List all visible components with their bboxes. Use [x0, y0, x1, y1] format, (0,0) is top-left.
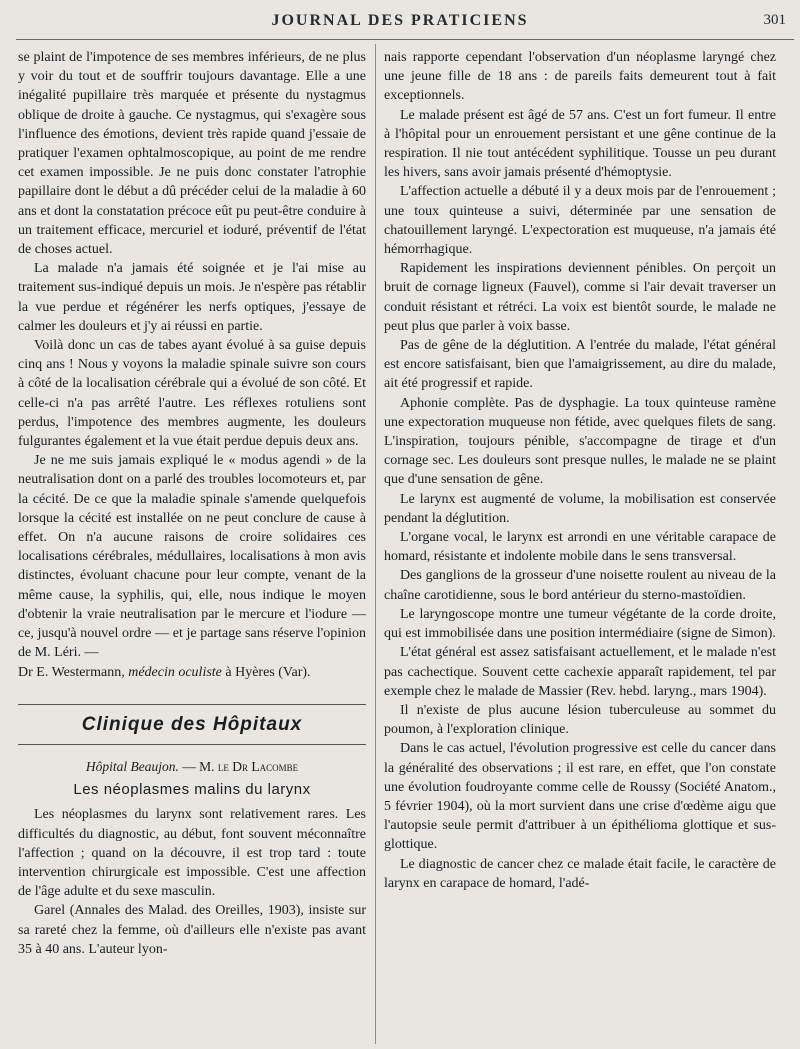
- paragraph: Le larynx est augmenté de volume, la mobilisation est conservée pendant la déglutition.: [384, 491, 776, 526]
- paragraph: Voilà donc un cas de tabes ayant évolué à sa guise depuis cinq ans ! Nous y voyons la maladie spinale suivre son cours à côté de la localisation cérébrale qui a évolué de son côté. Et celle-ci n'a pas arrêté l'autre. Les réflexes rotuliens sont perdus, l'impotence des membres augmente, les douleurs fulgurantes également et la vue était perdue depuis deux ans.: [18, 338, 366, 450]
- paragraph: Les néoplasmes du larynx sont relativement rares. Les difficultés du diagnostic, au début, font souvent méconnaître l'affection ; quand on la découvre, il est trop tard : toute intervention chirurgicale est impossible. C'est une affection de l'âge adulte et du sexe masculin.: [18, 807, 366, 900]
- paragraph: Garel (Annales des Malad. des Oreilles, 1903), insiste sur sa rareté chez la femme, où d'ailleurs elle n'existe pas avant 35 à 40 ans. L'auteur lyon-: [18, 903, 366, 957]
- paragraph: Le malade présent est âgé de 57 ans. C'est un fort fumeur. Il entre à l'hôpital pour un enrouement persistant et une gêne continue de la respiration. Il nie tout antécédent syphilitique. Tousse un peu durant les hivers, sans avoir jamais présenté d'hémoptysie.: [384, 107, 776, 181]
- page-number: 301: [763, 12, 786, 28]
- page-header: [0, 0, 800, 44]
- article-title: Les néoplasmes malins du larynx: [73, 781, 311, 799]
- paragraph: Dans le cas actuel, l'évolution progressive est celle du cancer dans la généralité des observations ; il est rare, en effet, que l'on constate une évolution foudroyante comme celle de Roussy (Société Anatom., 5 février 1904), où la mort survient dans une crise d'œdème aigu que l'autopsie seule permit d'attribuer à un épithélioma glottique et sus-glottique.: [384, 741, 776, 853]
- paragraph: La malade n'a jamais été soignée et je l'ai mise au traitement sus-indiqué depuis un mois. Je n'espère pas rétablir la vue perdue et régénérer les nerfs optiques, j'essaye de calmer les douleurs et j'y ai réussi en partie.: [18, 261, 366, 334]
- column-divider: [375, 44, 376, 1044]
- paragraph: nais rapporte cependant l'observation d'un néoplasme laryngé chez une jeune fille de 18 ans : de pareils faits demeurent tout à fait exceptionnels.: [384, 50, 776, 104]
- left-column: [18, 48, 366, 1048]
- right-column: [384, 48, 776, 1048]
- paragraph: Il n'existe de plus aucune lésion tuberculeuse au sommet du poumon, à l'exploration clinique.: [384, 702, 776, 738]
- paragraph: L'état général est assez satisfaisant actuellement, et le malade n'est pas cachectique. Souvent cette cachexie apparaît rapidement, tel par exemple chez le malade de Massier (Rev. hebd. laryng., mars 1904).: [384, 645, 776, 699]
- hospital-doctor: — M. le Dr Lacombe: [182, 758, 299, 774]
- hospital-line: [18, 757, 366, 776]
- paragraph: Aphonie complète. Pas de dysphagie. La toux quinteuse ramène une expectoration muqueuse non fétide, avec quelques filets de sang. L'inspiration, toujours pénible, s'accompagne de tirage et d'un cornage sec. Les douleurs sont presque nulles, le malade ne se plaint que d'une sensation de gêne.: [384, 395, 776, 488]
- paragraph: Le laryngoscope montre une tumeur végétante de la corde droite, qui est immobilisée dans une position intermédiaire (signe de Simon).: [384, 606, 776, 642]
- paragraph: Rapidement les inspirations deviennent pénibles. On perçoit un bruit de cornage ligneux (Fauvel), comme si l'air devait traverser un conduit résistant et rétréci. La voix est bientôt sourde, le malade ne peut plus que parler à voix basse.: [384, 261, 776, 334]
- paragraph: Je ne me suis jamais expliqué le « modus agendi » de la neutralisation dont on a parlé des troubles locomoteurs et, par la cécité. De ce que la maladie spinale s'amende quelquefois lorsque la cécité est installée on ne peut conclure de cause à effet. On n'a aucune raisons de croire solidaires ces localisations cérébrales, médullaires, localisations à mon avis distinctes, évoluant chacune pour leur compte, venant de la même cause, la syphilis, qui, elle, nous indique le moyen d'obtenir la vraie neutralisation par le mercure et l'iodure — ce, jusqu'à nouvel ordre — et je partage sans réserve l'opinion de M. Léri. —: [18, 453, 366, 661]
- signature-place: à Hyères (Var).: [225, 664, 311, 680]
- paragraph: Pas de gêne de la déglutition. A l'entrée du malade, l'état général est encore satisfaisant, bien que l'amaigrissement, au dire du malade, ait été progressif et rapide.: [384, 338, 776, 392]
- signature: [18, 663, 366, 682]
- signature-name: Dr E. Westermann,: [18, 664, 125, 680]
- paragraph: L'affection actuelle a débuté il y a deux mois par de l'enrouement ; une toux quinteuse a suivi, déterminée par une sensation de chatouillement laryngé. L'expectoration est muqueuse, n'a jamais été hémorrhagique.: [384, 184, 776, 258]
- hospital-place: Hôpital Beaujon.: [85, 758, 179, 774]
- paragraph: se plaint de l'impotence de ses membres inférieurs, de ne plus y voir du tout et de souffrir toujours davantage. Elle a une inégalité pupillaire très marquée et présente du nystagmus oblique de droite à gauche. Ce nystagmus, qui s'exagère sous l'influence des émotions, devient très rapide quand j'essaie de pratiquer l'examen ophtalmoscopique, au point de me rendre cet examen impossible. Je ne puis donc constater l'atrophie papillaire dont le début a dû précéder celui de la maladie à 60 ans et dont la constatation précoce eût pu peut-être conduire à un traitement efficace, mercuriel et ioduré, préventif de l'état de choses actuel.: [18, 50, 366, 258]
- signature-role: médecin oculiste: [128, 664, 222, 680]
- paragraph: Le diagnostic de cancer chez ce malade était facile, le caractère de larynx en carapace de homard, l'adé-: [384, 856, 776, 891]
- header-rule: [16, 39, 794, 40]
- section-title: Clinique des Hôpitaux: [18, 704, 366, 745]
- paragraph: L'organe vocal, le larynx est arrondi en une véritable carapace de homard, résistante et indolente mobile dans le sens transversal.: [384, 530, 776, 565]
- paragraph: Des ganglions de la grosseur d'une noisette roulent au niveau de la chaîne carotidienne, sous le bord antérieur du sterno-mastoïdien.: [384, 568, 776, 603]
- running-title: JOURNAL DES PRATICIENS: [271, 12, 529, 29]
